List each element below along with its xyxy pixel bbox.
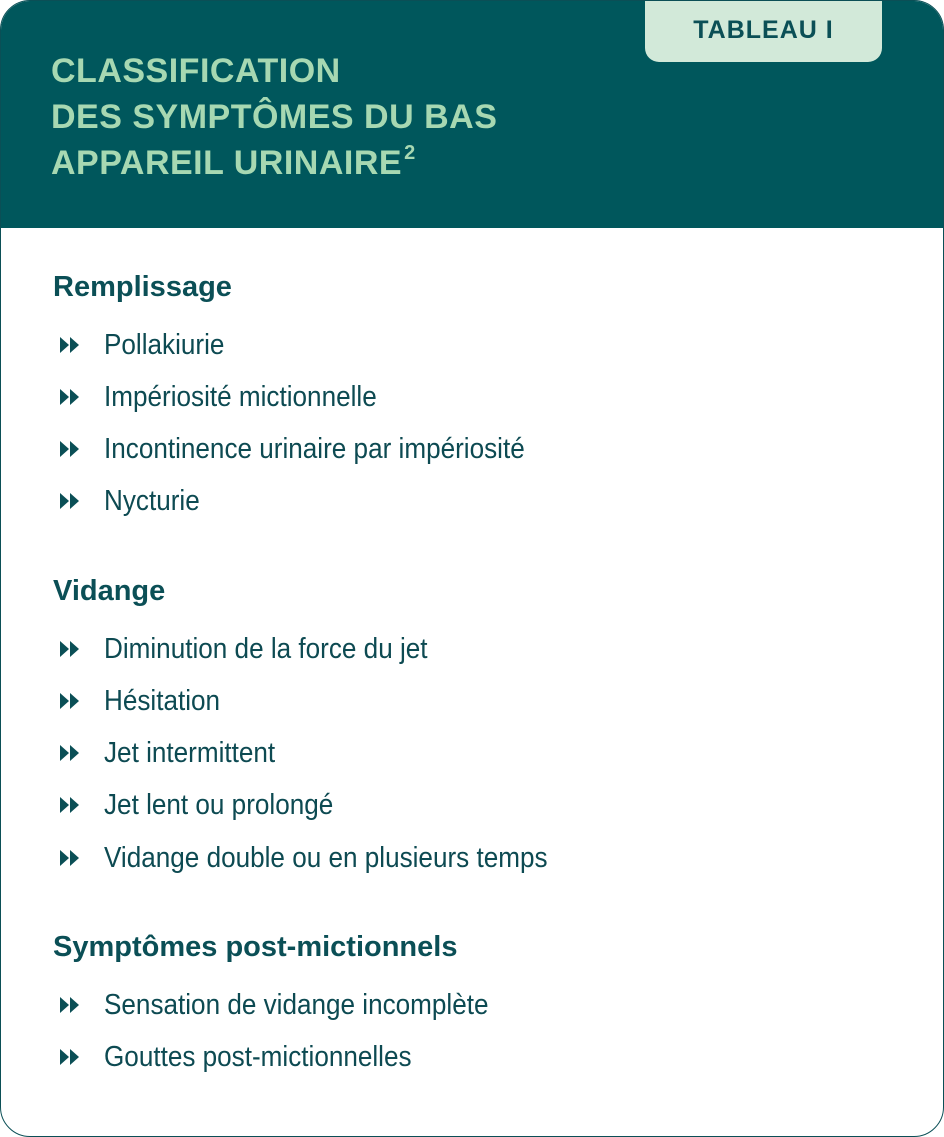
double-chevron-right-icon: [59, 492, 81, 510]
list-item: [59, 985, 531, 1025]
list-item: [59, 785, 359, 825]
list-item-label: Jet lent ou prolongé: [104, 788, 334, 821]
double-chevron-right-icon: [59, 744, 81, 762]
list-item-label: Jet intermittent: [104, 736, 276, 769]
title-line-3: [51, 140, 611, 186]
list-item-label: Pollakiurie: [104, 328, 225, 361]
list-item-label: Diminution de la force du jet: [104, 632, 428, 665]
table-number-tab: TABLEAU I: [645, 1, 882, 62]
double-chevron-right-icon: [59, 849, 81, 867]
section-heading-remplissage: Remplissage: [53, 271, 232, 303]
double-chevron-right-icon: [59, 996, 81, 1014]
section-heading-vidange: Vidange: [53, 575, 166, 607]
title-line-1: CLASSIFICATION: [51, 52, 341, 90]
double-chevron-right-icon: [59, 796, 81, 814]
list-item-label: Gouttes post-mictionnelles: [104, 1040, 412, 1073]
header-band: [1, 1, 943, 228]
list-item: [59, 733, 294, 773]
list-item: [59, 429, 571, 469]
list-item: [59, 838, 597, 878]
title-line-3-text: APPAREIL URINAIRE: [51, 144, 403, 182]
title-footnote: 2: [404, 142, 416, 164]
list-item-label: Incontinence urinaire par impériosité: [104, 432, 525, 465]
list-item: [59, 377, 407, 417]
list-item-label: Sensation de vidange incomplète: [104, 988, 489, 1021]
section-heading-post-mictionnels: Symptômes post-mictionnels: [53, 931, 458, 963]
double-chevron-right-icon: [59, 640, 81, 658]
list-item: [59, 325, 238, 365]
list-item-label: Hésitation: [104, 684, 221, 717]
double-chevron-right-icon: [59, 440, 81, 458]
page-title: [51, 48, 611, 186]
double-chevron-right-icon: [59, 1048, 81, 1066]
list-item: [59, 1037, 446, 1077]
title-line-2: DES SYMPTÔMES DU BAS: [51, 98, 498, 136]
double-chevron-right-icon: [59, 388, 81, 406]
list-item: [59, 681, 233, 721]
list-item-label: Nycturie: [104, 484, 200, 517]
list-item-label: Impériosité mictionnelle: [104, 380, 377, 413]
list-item: [59, 481, 210, 521]
double-chevron-right-icon: [59, 692, 81, 710]
double-chevron-right-icon: [59, 336, 81, 354]
list-item: [59, 629, 463, 669]
list-item-label: Vidange double ou en plusieurs temps: [104, 841, 548, 874]
